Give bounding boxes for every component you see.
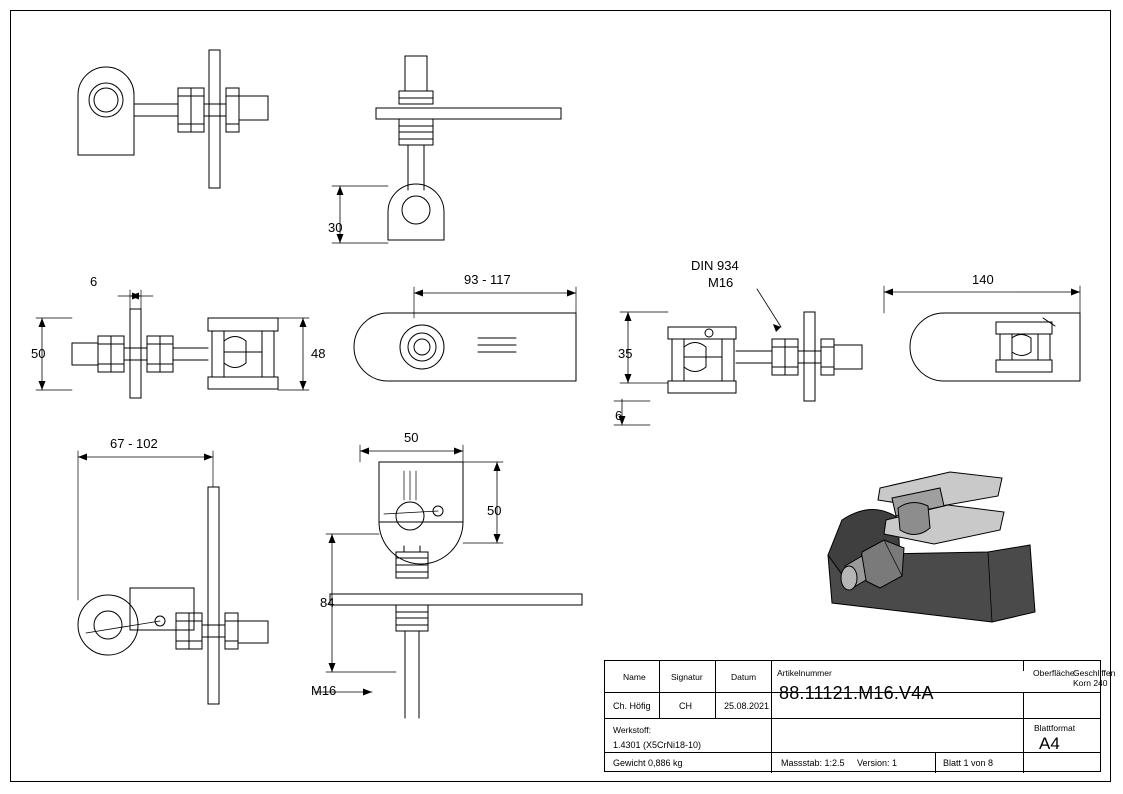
tb-value-massstab: Massstab: 1:2.5 [781,758,845,768]
tb-value-gewicht: Gewicht 0,886 kg [613,758,683,768]
tb-label-werkstoff: Werkstoff: [613,725,651,735]
tb-article-number: 88.11121.M16.V4A [779,683,934,703]
tb-vline-6 [935,752,936,773]
dim-6-right: 6 [615,408,623,423]
dim-48: 48 [311,346,326,361]
dim-m16-bottom: M16 [311,683,337,698]
tb-value-name: Ch. Höfig [613,701,651,711]
tb-hline-3 [605,752,1100,753]
tb-vline-2 [715,661,716,718]
dim-6-left: 6 [90,274,98,289]
tb-value-datum: 25.08.2021 [724,701,770,711]
tb-label-blattformat: Blattformat [1034,723,1076,733]
dim-30: 30 [328,220,343,235]
dim-35: 35 [618,346,633,361]
dim-50-width: 50 [404,430,419,445]
callout-m16: M16 [708,275,734,290]
tb-value-blatt: Blatt 1 von 8 [943,758,994,768]
callout-din934: DIN 934 [691,258,739,273]
tb-value-werkstoff: 1.4301 (X5CrNi18-10) [613,740,702,750]
tb-vline-3 [771,661,772,773]
tb-label-name: Name [623,672,646,682]
dim-93-117: 93 - 117 [464,272,511,287]
tb-value-signatur: CH [679,701,692,711]
dim-84: 84 [320,595,335,610]
tb-label-artikelnummer: Artikelnummer [777,668,832,678]
tb-label-oberflaeche: Oberfläche: [1033,668,1077,678]
tb-hline-2 [605,718,1100,719]
tb-value-oberflaeche: Geschliffen Korn 240 [1073,668,1116,688]
title-block [604,660,1116,772]
tb-vline-5 [1023,661,1024,671]
tb-vline-1 [659,661,660,718]
tb-vline-7 [1023,752,1024,773]
tb-value-blattformat: A4 [1039,734,1060,753]
tb-label-datum: Datum [731,672,757,682]
tb-label-signatur: Signatur [671,672,703,682]
dim-67-102: 67 - 102 [110,436,158,451]
tb-value-version: Version: 1 [857,758,898,768]
dim-50-left: 50 [31,346,46,361]
dim-50-height: 50 [487,503,502,518]
dim-140: 140 [972,272,994,287]
tb-vline-4 [1023,692,1024,752]
